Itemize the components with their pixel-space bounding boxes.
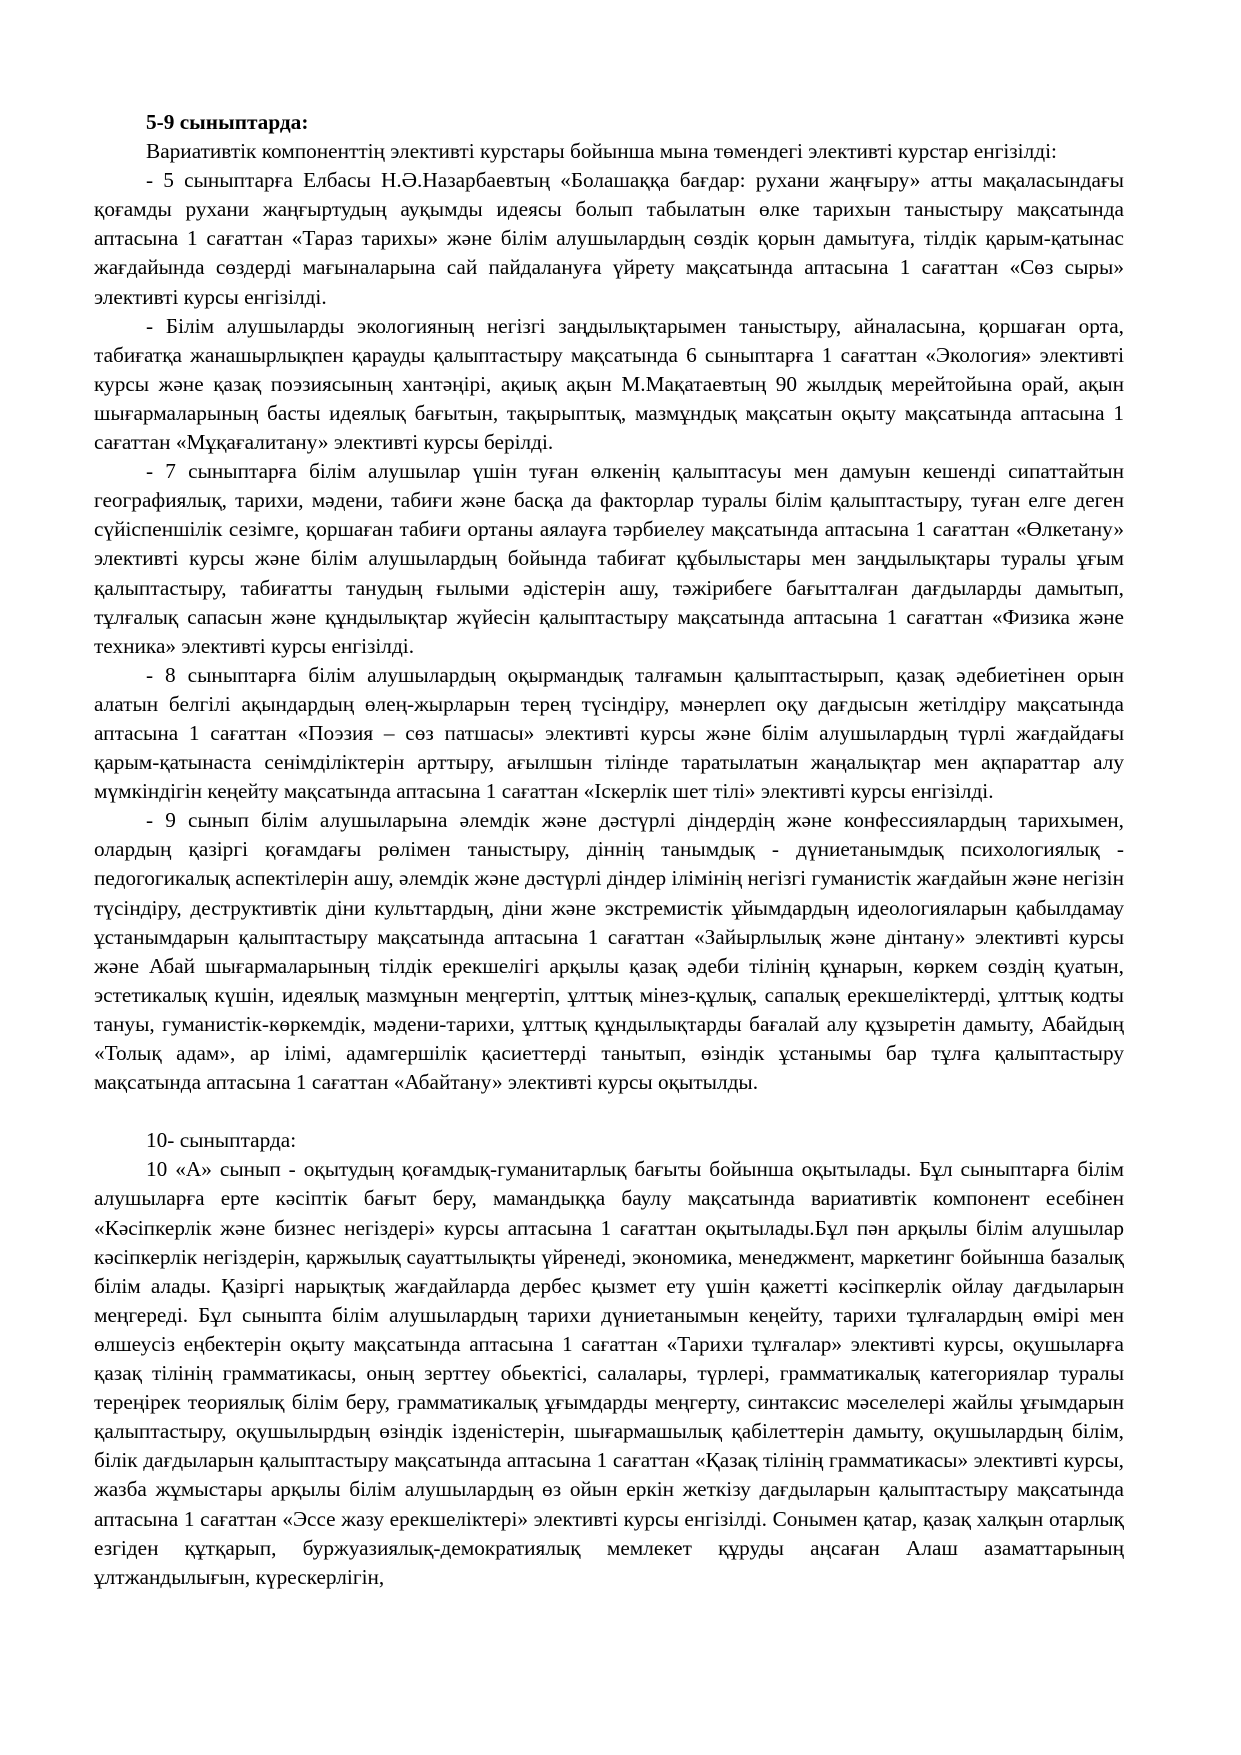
intro-paragraph: Вариативтік компоненттің элективті курстары бойынша мына төмендегі элективті курстар енгізілді: xyxy=(146,139,1057,164)
paragraph-grade-6: - Білім алушыларды экологияның негізгі заңдылықтарымен таныстыру, айналасына, қоршаған орта, табиғатқа жанашырлықпен қарауды қалыптастыру мақсатында 6 сыныптарға 1 сағаттан «Экология» элективті курсы және қазақ поэзиясының хантәңірі, ақиық ақын М.Мақатаевтың 90 жылдық мерейтойына орай, ақын шығармаларының басты идеялық бағытын, тақырыптық, мазмұндық мақсатын оқыту мақсатында аптасына 1 сағаттан «Мұқағалитану» элективті курсы берілді. xyxy=(94,313,1124,455)
document-page xyxy=(94,108,1124,1592)
paragraph-grade-7: - 7 сыныптарға білім алушылар үшін туған өлкенің қалыптасуы мен дамуын кешенді сипаттайтын географиялық, тарихи, мәдени, табиғи және басқа да факторлар туралы білім қалыптастыру, туған елге деген сүйіспеншілік сезімге, қоршаған табиғи ортаны аялауға тәрбиелеу мақсатында аптасына 1 сағаттан «Өлкетану» элективті курсы және білім алушылардың бойында табиғат құбылыстары мен заңдылықтары туралы ұғым қалыптастыру, табиғатты танудың ғылыми әдістерін ашу, тәжірибеге бағытталған дағдыларды дамытып, тұлғалық сапасын және құндылықтар жүйесін қалыптастыру мақсатында аптасына 1 сағаттан «Физика және техника» элективті курсы енгізілді. xyxy=(94,459,1124,658)
paragraph-grade-5: - 5 сыныптарға Елбасы Н.Ә.Назарбаевтың «Болашаққа бағдар: рухани жаңғыру» атты мақаласындағы қоғамды рухани жаңғыртудың ауқымды идеясы болып табылатын өлке тарихын таныстыру мақсатында аптасына 1 сағаттан «Тараз тарихы» және білім алушылардың сөздік қорын дамытуға, тілдік қарым-қатынас жағдайында сөздерді мағыналарына сай пайдалануға үйрету мақсатында аптасына 1 сағаттан «Сөз сыры» элективті курсы енгізілді. xyxy=(94,168,1124,309)
paragraph-grade-8: - 8 сыныптарға білім алушылардың оқырмандық талғамын қалыптастырып, қазақ әдебиетінен орын алатын белгілі ақындардың өлең-жырларын терең түсіндіру, мәнерлеп оқу дағдысын жетілдіру мақсатында аптасына 1 сағаттан «Поэзия – сөз патшасы» элективті курсы және білім алушылардың түрлі жағдайдағы қарым-қатынаста сенімділіктерін арттыру, ағылшын тілінде таратылатын жаңалықтар мен ақпараттар алу мүмкіндігін кеңейту мақсатында аптасына 1 сағаттан «Іскерлік шет тілі» элективті курсы енгізілді. xyxy=(94,662,1124,804)
section-heading-5-9: 5-9 сыныптарда: xyxy=(146,110,309,134)
paragraph-spacer xyxy=(94,1097,1124,1126)
paragraph-grade-10a: 10 «А» сынып - оқытудың қоғамдық-гуманитарлық бағыты бойынша оқытылады. Бұл сыныптарға білім алушыларға ерте кәсіптік бағыт беру, мамандыққа баулу мақсатында вариативтік компонент есебінен «Кәсіпкерлік және бизнес негіздері» курсы аптасына 1 сағаттан оқытылады.Бұл пән арқылы білім алушылар кәсіпкерлік негіздерін, қаржылық сауаттылықты үйренеді, экономика, менеджмент, маркетинг бойынша базалық білім алады. Қазіргі нарықтық жағдайларда дербес қызмет ету үшін қажетті кәсіпкерлік ойлау дағдыларын меңгереді. Бұл сыныпта білім алушылардың тарихи дүниетанымын кеңейту, тарихи тұлғалардың өмірі мен өлшеусіз еңбектерін оқыту мақсатында аптасына 1 сағаттан «Тарихи тұлғалар» элективті курсы, оқушыларға қазақ тілінің грамматикасы, оның зерттеу обьектісі, салалары, түрлері, грамматикалық категориялар туралы тереңірек теориялық білім беру, грамматикалық ұғымдарды меңгерту, синтаксис мәселелері жайлы ұғымдарын қалыптастыру, оқушылырдың өзіндік ізденістерін, шығармашылық қабілеттерін дамыту, оқушылардың білім, білік дағдыларын қалыптастыру мақсатында аптасына 1 сағаттан «Қазақ тілінің грамматикасы» элективті курсы, жазба жұмыстары арқылы білім алушылардың өз ойын еркін жеткізу дағдыларын қалыптастыру мақсатында аптасына 1 сағаттан «Эссе жазу ерекшеліктері» элективті курсы енгізілді. Сонымен қатар, қазақ халқын отарлық езгіден құтқарып, буржуазиялық-демократиялық мемлекет құруды аңсаған Алаш азаматтарының ұлтжандылығын, күрескерлігін, xyxy=(94,1157,1124,1589)
paragraph-grade-9: - 9 сынып білім алушыларына әлемдік және дәстүрлі діндердің және конфессиялардың тарихымен, олардың қазіргі қоғамдағы рөлімен таныстыру, діннің танымдық - дүниетанымдық психологиялық - педогогикалық аспектілерін ашу, әлемдік және дәстүрлі діндер ілімінің негізгі гуманистік жағдайын және негізін түсіндіру, деструктивтік діни культтардың, діни және экстремистік ұйымдардың идеологияларын қабылдамау ұстанымдарын қалыптастыру мақсатында аптасына 1 сағаттан «Зайырлылық және дінтану» элективті курсы және Абай шығармаларының тілдік ерекшелігі арқылы қазақ әдеби тілінің құнарын, көркем сөздің қуатын, эстетикалық күшін, идеялық мазмұнын меңгертіп, ұлттық мінез-құлық, сапалық ерекшеліктерді, ұлттық кодты тануы, гуманистік-көркемдік, мәдени-тарихи, ұлттық құндылықтарды бағалай алу құзыретін дамыту, Абайдың «Толық адам», ар ілімі, адамгершілік қасиеттерді танытып, өзіндік ұстанымы бар тұлға қалыптастыру мақсатында аптасына 1 сағаттан «Абайтану» элективті курсы оқытылды. xyxy=(94,808,1124,1095)
section-heading-10: 10- сыныптарда: xyxy=(146,1128,297,1153)
